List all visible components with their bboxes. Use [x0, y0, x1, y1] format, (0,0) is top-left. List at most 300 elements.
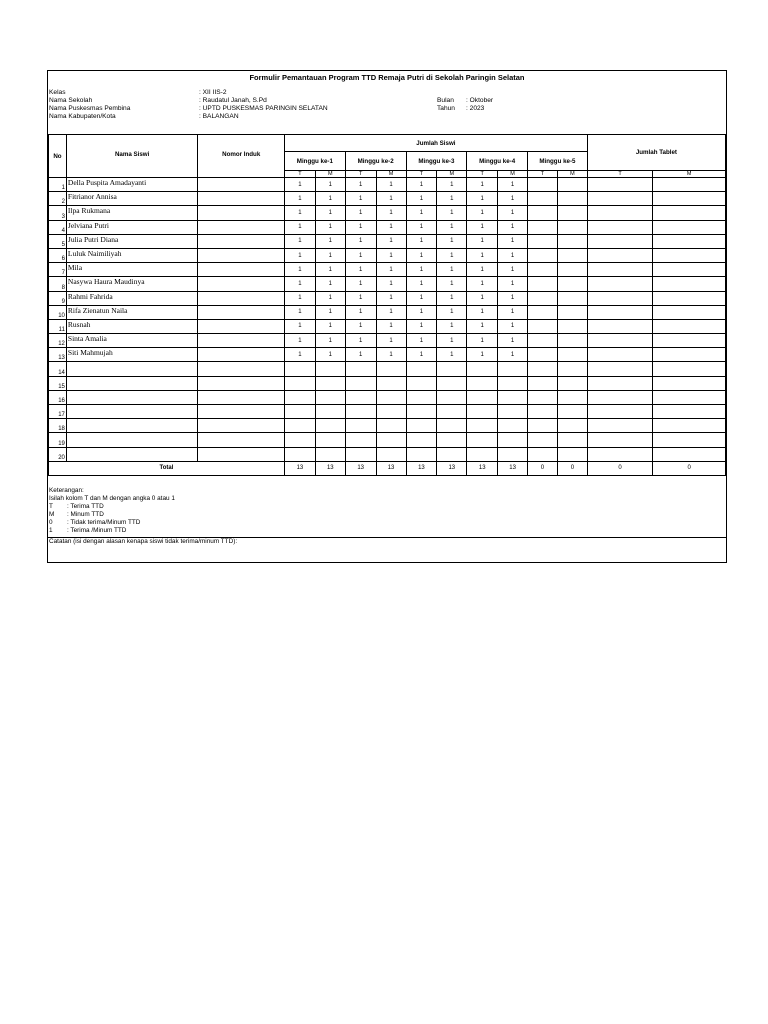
row-number[interactable]: 16: [49, 390, 67, 404]
tally-cell[interactable]: 1: [406, 291, 437, 305]
tally-cell[interactable]: [557, 220, 587, 234]
tally-cell[interactable]: 1: [284, 178, 315, 192]
tally-cell[interactable]: [528, 405, 558, 419]
row-number[interactable]: 8: [49, 277, 67, 291]
tally-cell[interactable]: [587, 405, 653, 419]
tally-cell[interactable]: 1: [498, 248, 528, 262]
tally-cell[interactable]: [528, 419, 558, 433]
tally-cell[interactable]: 1: [467, 178, 498, 192]
tally-cell[interactable]: 1: [376, 334, 406, 348]
tally-cell[interactable]: [587, 248, 653, 262]
tally-cell[interactable]: [587, 390, 653, 404]
tally-cell[interactable]: 1: [467, 192, 498, 206]
row-number[interactable]: 2: [49, 192, 67, 206]
tally-cell[interactable]: 1: [498, 206, 528, 220]
nomor-induk-cell[interactable]: [198, 334, 285, 348]
nomor-induk-cell[interactable]: [198, 433, 285, 447]
tally-cell[interactable]: [557, 376, 587, 390]
nomor-induk-cell[interactable]: [198, 348, 285, 362]
nomor-induk-cell[interactable]: [198, 447, 285, 461]
tally-cell[interactable]: [653, 291, 726, 305]
tally-cell[interactable]: 1: [467, 319, 498, 333]
tally-cell[interactable]: 1: [467, 277, 498, 291]
tally-cell[interactable]: [557, 248, 587, 262]
tally-cell[interactable]: [653, 277, 726, 291]
row-number[interactable]: 9: [49, 291, 67, 305]
row-number[interactable]: 6: [49, 248, 67, 262]
tally-cell[interactable]: [557, 206, 587, 220]
tally-cell[interactable]: 1: [376, 348, 406, 362]
tally-cell[interactable]: 1: [315, 277, 345, 291]
tally-cell[interactable]: [587, 305, 653, 319]
tally-cell[interactable]: 1: [376, 234, 406, 248]
tally-cell[interactable]: 1: [345, 234, 376, 248]
tally-cell[interactable]: [284, 390, 315, 404]
tally-cell[interactable]: 1: [498, 220, 528, 234]
tally-cell[interactable]: 1: [376, 263, 406, 277]
tally-cell[interactable]: [653, 405, 726, 419]
tally-cell[interactable]: 1: [437, 178, 467, 192]
row-number[interactable]: 3: [49, 206, 67, 220]
tally-cell[interactable]: [557, 419, 587, 433]
tally-cell[interactable]: 1: [467, 248, 498, 262]
tally-cell[interactable]: [557, 362, 587, 376]
tally-cell[interactable]: [376, 405, 406, 419]
tally-cell[interactable]: [498, 419, 528, 433]
tally-cell[interactable]: [557, 192, 587, 206]
tally-cell[interactable]: [315, 376, 345, 390]
student-name-cell[interactable]: Della Puspita Amadayanti: [66, 178, 198, 192]
nomor-induk-cell[interactable]: [198, 248, 285, 262]
tally-cell[interactable]: [345, 405, 376, 419]
tally-cell[interactable]: [467, 419, 498, 433]
nomor-induk-cell[interactable]: [198, 263, 285, 277]
tally-cell[interactable]: [587, 220, 653, 234]
tally-cell[interactable]: [587, 334, 653, 348]
tally-cell[interactable]: 1: [345, 206, 376, 220]
tally-cell[interactable]: 1: [284, 220, 315, 234]
tally-cell[interactable]: 1: [406, 248, 437, 262]
tally-cell[interactable]: [557, 348, 587, 362]
tally-cell[interactable]: [376, 447, 406, 461]
tally-cell[interactable]: [587, 348, 653, 362]
tally-cell[interactable]: 1: [345, 348, 376, 362]
tally-cell[interactable]: [587, 234, 653, 248]
tally-cell[interactable]: [653, 348, 726, 362]
tally-cell[interactable]: [557, 234, 587, 248]
tally-cell[interactable]: 1: [437, 319, 467, 333]
tally-cell[interactable]: [653, 334, 726, 348]
student-name-cell[interactable]: [66, 447, 198, 461]
tally-cell[interactable]: [467, 362, 498, 376]
tally-cell[interactable]: 1: [437, 305, 467, 319]
tally-cell[interactable]: [528, 277, 558, 291]
row-number[interactable]: 4: [49, 220, 67, 234]
tally-cell[interactable]: [587, 192, 653, 206]
tally-cell[interactable]: [315, 405, 345, 419]
tally-cell[interactable]: [653, 362, 726, 376]
tally-cell[interactable]: [437, 419, 467, 433]
tally-cell[interactable]: [653, 206, 726, 220]
tally-cell[interactable]: [376, 362, 406, 376]
tally-cell[interactable]: 1: [437, 220, 467, 234]
tally-cell[interactable]: 1: [467, 263, 498, 277]
tally-cell[interactable]: [587, 319, 653, 333]
student-name-cell[interactable]: [66, 362, 198, 376]
nomor-induk-cell[interactable]: [198, 291, 285, 305]
student-name-cell[interactable]: Sinta Amalia: [66, 334, 198, 348]
tally-cell[interactable]: [528, 447, 558, 461]
tally-cell[interactable]: [587, 206, 653, 220]
tally-cell[interactable]: [284, 419, 315, 433]
tally-cell[interactable]: [467, 390, 498, 404]
tally-cell[interactable]: [376, 390, 406, 404]
tally-cell[interactable]: 1: [406, 277, 437, 291]
tally-cell[interactable]: [653, 305, 726, 319]
tally-cell[interactable]: [528, 234, 558, 248]
student-name-cell[interactable]: Rusnah: [66, 319, 198, 333]
nomor-induk-cell[interactable]: [198, 234, 285, 248]
tally-cell[interactable]: 1: [284, 305, 315, 319]
tally-cell[interactable]: [587, 419, 653, 433]
tally-cell[interactable]: [653, 390, 726, 404]
tally-cell[interactable]: [284, 362, 315, 376]
tally-cell[interactable]: 1: [315, 192, 345, 206]
tally-cell[interactable]: 1: [498, 348, 528, 362]
row-number[interactable]: 10: [49, 305, 67, 319]
student-name-cell[interactable]: [66, 376, 198, 390]
tally-cell[interactable]: 1: [498, 305, 528, 319]
student-name-cell[interactable]: [66, 405, 198, 419]
tally-cell[interactable]: 1: [437, 263, 467, 277]
tally-cell[interactable]: [587, 376, 653, 390]
tally-cell[interactable]: 1: [406, 305, 437, 319]
tally-cell[interactable]: [498, 362, 528, 376]
tally-cell[interactable]: [498, 390, 528, 404]
tally-cell[interactable]: [437, 390, 467, 404]
student-name-cell[interactable]: Mila: [66, 263, 198, 277]
tally-cell[interactable]: [406, 362, 437, 376]
row-number[interactable]: 19: [49, 433, 67, 447]
tally-cell[interactable]: 1: [345, 263, 376, 277]
tally-cell[interactable]: [437, 433, 467, 447]
tally-cell[interactable]: 1: [315, 291, 345, 305]
student-name-cell[interactable]: Rifa Zienatun Naila: [66, 305, 198, 319]
nomor-induk-cell[interactable]: [198, 362, 285, 376]
tally-cell[interactable]: 1: [437, 348, 467, 362]
tally-cell[interactable]: 1: [345, 192, 376, 206]
tally-cell[interactable]: [587, 362, 653, 376]
tally-cell[interactable]: 1: [376, 178, 406, 192]
tally-cell[interactable]: [587, 277, 653, 291]
tally-cell[interactable]: 1: [315, 334, 345, 348]
tally-cell[interactable]: [406, 405, 437, 419]
tally-cell[interactable]: [653, 419, 726, 433]
tally-cell[interactable]: [467, 376, 498, 390]
tally-cell[interactable]: [653, 178, 726, 192]
tally-cell[interactable]: [498, 405, 528, 419]
row-number[interactable]: 11: [49, 319, 67, 333]
tally-cell[interactable]: [557, 334, 587, 348]
tally-cell[interactable]: [376, 419, 406, 433]
tally-cell[interactable]: [587, 433, 653, 447]
tally-cell[interactable]: [345, 419, 376, 433]
tally-cell[interactable]: 1: [284, 319, 315, 333]
tally-cell[interactable]: 1: [345, 291, 376, 305]
tally-cell[interactable]: 1: [315, 234, 345, 248]
tally-cell[interactable]: [498, 433, 528, 447]
tally-cell[interactable]: [528, 334, 558, 348]
tally-cell[interactable]: 1: [437, 192, 467, 206]
tally-cell[interactable]: 1: [345, 248, 376, 262]
tally-cell[interactable]: [284, 376, 315, 390]
tally-cell[interactable]: 1: [284, 334, 315, 348]
tally-cell[interactable]: [557, 291, 587, 305]
tally-cell[interactable]: [528, 248, 558, 262]
tally-cell[interactable]: 1: [406, 334, 437, 348]
tally-cell[interactable]: [406, 376, 437, 390]
tally-cell[interactable]: 1: [376, 319, 406, 333]
tally-cell[interactable]: [587, 263, 653, 277]
tally-cell[interactable]: 1: [467, 206, 498, 220]
tally-cell[interactable]: [406, 419, 437, 433]
tally-cell[interactable]: [587, 447, 653, 461]
row-number[interactable]: 17: [49, 405, 67, 419]
tally-cell[interactable]: 1: [345, 319, 376, 333]
tally-cell[interactable]: [376, 433, 406, 447]
student-name-cell[interactable]: Nasywa Haura Maudinya: [66, 277, 198, 291]
tally-cell[interactable]: [284, 405, 315, 419]
tally-cell[interactable]: 1: [437, 234, 467, 248]
tally-cell[interactable]: 1: [345, 178, 376, 192]
tally-cell[interactable]: [406, 447, 437, 461]
tally-cell[interactable]: [528, 319, 558, 333]
row-number[interactable]: 1: [49, 178, 67, 192]
tally-cell[interactable]: 1: [315, 348, 345, 362]
row-number[interactable]: 7: [49, 263, 67, 277]
tally-cell[interactable]: [345, 447, 376, 461]
tally-cell[interactable]: [557, 447, 587, 461]
tally-cell[interactable]: 1: [376, 220, 406, 234]
nomor-induk-cell[interactable]: [198, 305, 285, 319]
tally-cell[interactable]: 1: [376, 248, 406, 262]
tally-cell[interactable]: [528, 362, 558, 376]
tally-cell[interactable]: [653, 263, 726, 277]
tally-cell[interactable]: [528, 178, 558, 192]
tally-cell[interactable]: [653, 220, 726, 234]
nomor-induk-cell[interactable]: [198, 178, 285, 192]
tally-cell[interactable]: 1: [467, 305, 498, 319]
tally-cell[interactable]: [437, 405, 467, 419]
nomor-induk-cell[interactable]: [198, 277, 285, 291]
tally-cell[interactable]: 1: [376, 305, 406, 319]
tally-cell[interactable]: 1: [284, 206, 315, 220]
tally-cell[interactable]: [528, 220, 558, 234]
tally-cell[interactable]: 1: [284, 248, 315, 262]
student-name-cell[interactable]: Rahmi Fahrida: [66, 291, 198, 305]
tally-cell[interactable]: 1: [498, 234, 528, 248]
tally-cell[interactable]: [653, 248, 726, 262]
tally-cell[interactable]: 1: [498, 291, 528, 305]
tally-cell[interactable]: [437, 447, 467, 461]
tally-cell[interactable]: [528, 263, 558, 277]
tally-cell[interactable]: 1: [315, 263, 345, 277]
tally-cell[interactable]: [528, 291, 558, 305]
tally-cell[interactable]: 1: [345, 334, 376, 348]
tally-cell[interactable]: 1: [406, 220, 437, 234]
tally-cell[interactable]: 1: [406, 263, 437, 277]
tally-cell[interactable]: 1: [498, 319, 528, 333]
row-number[interactable]: 12: [49, 334, 67, 348]
tally-cell[interactable]: [284, 433, 315, 447]
tally-cell[interactable]: [557, 178, 587, 192]
tally-cell[interactable]: [498, 376, 528, 390]
tally-cell[interactable]: [653, 192, 726, 206]
tally-cell[interactable]: 1: [345, 277, 376, 291]
student-name-cell[interactable]: [66, 419, 198, 433]
tally-cell[interactable]: [345, 362, 376, 376]
tally-cell[interactable]: 1: [376, 277, 406, 291]
tally-cell[interactable]: [406, 433, 437, 447]
tally-cell[interactable]: 1: [406, 206, 437, 220]
student-name-cell[interactable]: Siti Mahmujah: [66, 348, 198, 362]
tally-cell[interactable]: 1: [284, 277, 315, 291]
tally-cell[interactable]: [557, 433, 587, 447]
student-name-cell[interactable]: Luluk Naimiliyah: [66, 248, 198, 262]
tally-cell[interactable]: 1: [406, 234, 437, 248]
tally-cell[interactable]: [376, 376, 406, 390]
tally-cell[interactable]: [557, 305, 587, 319]
nomor-induk-cell[interactable]: [198, 390, 285, 404]
tally-cell[interactable]: [345, 376, 376, 390]
tally-cell[interactable]: [315, 362, 345, 376]
tally-cell[interactable]: 1: [315, 206, 345, 220]
tally-cell[interactable]: [406, 390, 437, 404]
tally-cell[interactable]: 1: [437, 291, 467, 305]
tally-cell[interactable]: 1: [498, 263, 528, 277]
tally-cell[interactable]: [653, 234, 726, 248]
nomor-induk-cell[interactable]: [198, 319, 285, 333]
tally-cell[interactable]: [528, 305, 558, 319]
tally-cell[interactable]: 1: [437, 277, 467, 291]
tally-cell[interactable]: 1: [498, 192, 528, 206]
tally-cell[interactable]: 1: [284, 291, 315, 305]
tally-cell[interactable]: [528, 192, 558, 206]
tally-cell[interactable]: 1: [315, 319, 345, 333]
tally-cell[interactable]: 1: [376, 291, 406, 305]
row-number[interactable]: 14: [49, 362, 67, 376]
tally-cell[interactable]: 1: [406, 178, 437, 192]
tally-cell[interactable]: 1: [467, 348, 498, 362]
tally-cell[interactable]: [437, 362, 467, 376]
nomor-induk-cell[interactable]: [198, 419, 285, 433]
student-name-cell[interactable]: [66, 390, 198, 404]
tally-cell[interactable]: 1: [437, 248, 467, 262]
tally-cell[interactable]: 1: [376, 192, 406, 206]
tally-cell[interactable]: 1: [345, 220, 376, 234]
tally-cell[interactable]: 1: [498, 277, 528, 291]
tally-cell[interactable]: [587, 178, 653, 192]
tally-cell[interactable]: [315, 447, 345, 461]
tally-cell[interactable]: [528, 376, 558, 390]
tally-cell[interactable]: [653, 433, 726, 447]
tally-cell[interactable]: [557, 263, 587, 277]
tally-cell[interactable]: 1: [315, 248, 345, 262]
tally-cell[interactable]: [587, 291, 653, 305]
tally-cell[interactable]: [557, 277, 587, 291]
tally-cell[interactable]: [557, 319, 587, 333]
tally-cell[interactable]: [315, 433, 345, 447]
tally-cell[interactable]: [315, 419, 345, 433]
tally-cell[interactable]: [528, 348, 558, 362]
student-name-cell[interactable]: Ilpa Rukmana: [66, 206, 198, 220]
nomor-induk-cell[interactable]: [198, 192, 285, 206]
tally-cell[interactable]: [437, 376, 467, 390]
row-number[interactable]: 5: [49, 234, 67, 248]
tally-cell[interactable]: [528, 390, 558, 404]
tally-cell[interactable]: 1: [437, 334, 467, 348]
tally-cell[interactable]: 1: [284, 263, 315, 277]
tally-cell[interactable]: 1: [437, 206, 467, 220]
tally-cell[interactable]: 1: [284, 234, 315, 248]
nomor-induk-cell[interactable]: [198, 376, 285, 390]
nomor-induk-cell[interactable]: [198, 405, 285, 419]
tally-cell[interactable]: 1: [498, 334, 528, 348]
row-number[interactable]: 20: [49, 447, 67, 461]
tally-cell[interactable]: 1: [284, 348, 315, 362]
tally-cell[interactable]: 1: [467, 334, 498, 348]
row-number[interactable]: 15: [49, 376, 67, 390]
tally-cell[interactable]: [653, 447, 726, 461]
tally-cell[interactable]: [498, 447, 528, 461]
student-name-cell[interactable]: Fitrianor Annisa: [66, 192, 198, 206]
nomor-induk-cell[interactable]: [198, 206, 285, 220]
tally-cell[interactable]: [557, 405, 587, 419]
tally-cell[interactable]: 1: [498, 178, 528, 192]
tally-cell[interactable]: 1: [406, 319, 437, 333]
tally-cell[interactable]: 1: [345, 305, 376, 319]
tally-cell[interactable]: [653, 319, 726, 333]
tally-cell[interactable]: [315, 390, 345, 404]
tally-cell[interactable]: 1: [376, 206, 406, 220]
tally-cell[interactable]: 1: [467, 291, 498, 305]
row-number[interactable]: 18: [49, 419, 67, 433]
tally-cell[interactable]: [284, 447, 315, 461]
tally-cell[interactable]: 1: [315, 305, 345, 319]
tally-cell[interactable]: 1: [467, 220, 498, 234]
student-name-cell[interactable]: Jelviana Putri: [66, 220, 198, 234]
tally-cell[interactable]: 1: [284, 192, 315, 206]
tally-cell[interactable]: [557, 390, 587, 404]
tally-cell[interactable]: 1: [315, 178, 345, 192]
tally-cell[interactable]: [345, 433, 376, 447]
tally-cell[interactable]: 1: [315, 220, 345, 234]
tally-cell[interactable]: 1: [406, 348, 437, 362]
row-number[interactable]: 13: [49, 348, 67, 362]
tally-cell[interactable]: [467, 433, 498, 447]
tally-cell[interactable]: [345, 390, 376, 404]
tally-cell[interactable]: [528, 433, 558, 447]
tally-cell[interactable]: [528, 206, 558, 220]
student-name-cell[interactable]: [66, 433, 198, 447]
tally-cell[interactable]: [467, 447, 498, 461]
student-name-cell[interactable]: Julia Putri Diana: [66, 234, 198, 248]
tally-cell[interactable]: [467, 405, 498, 419]
tally-cell[interactable]: 1: [406, 192, 437, 206]
nomor-induk-cell[interactable]: [198, 220, 285, 234]
tally-cell[interactable]: 1: [467, 234, 498, 248]
tally-cell[interactable]: [653, 376, 726, 390]
